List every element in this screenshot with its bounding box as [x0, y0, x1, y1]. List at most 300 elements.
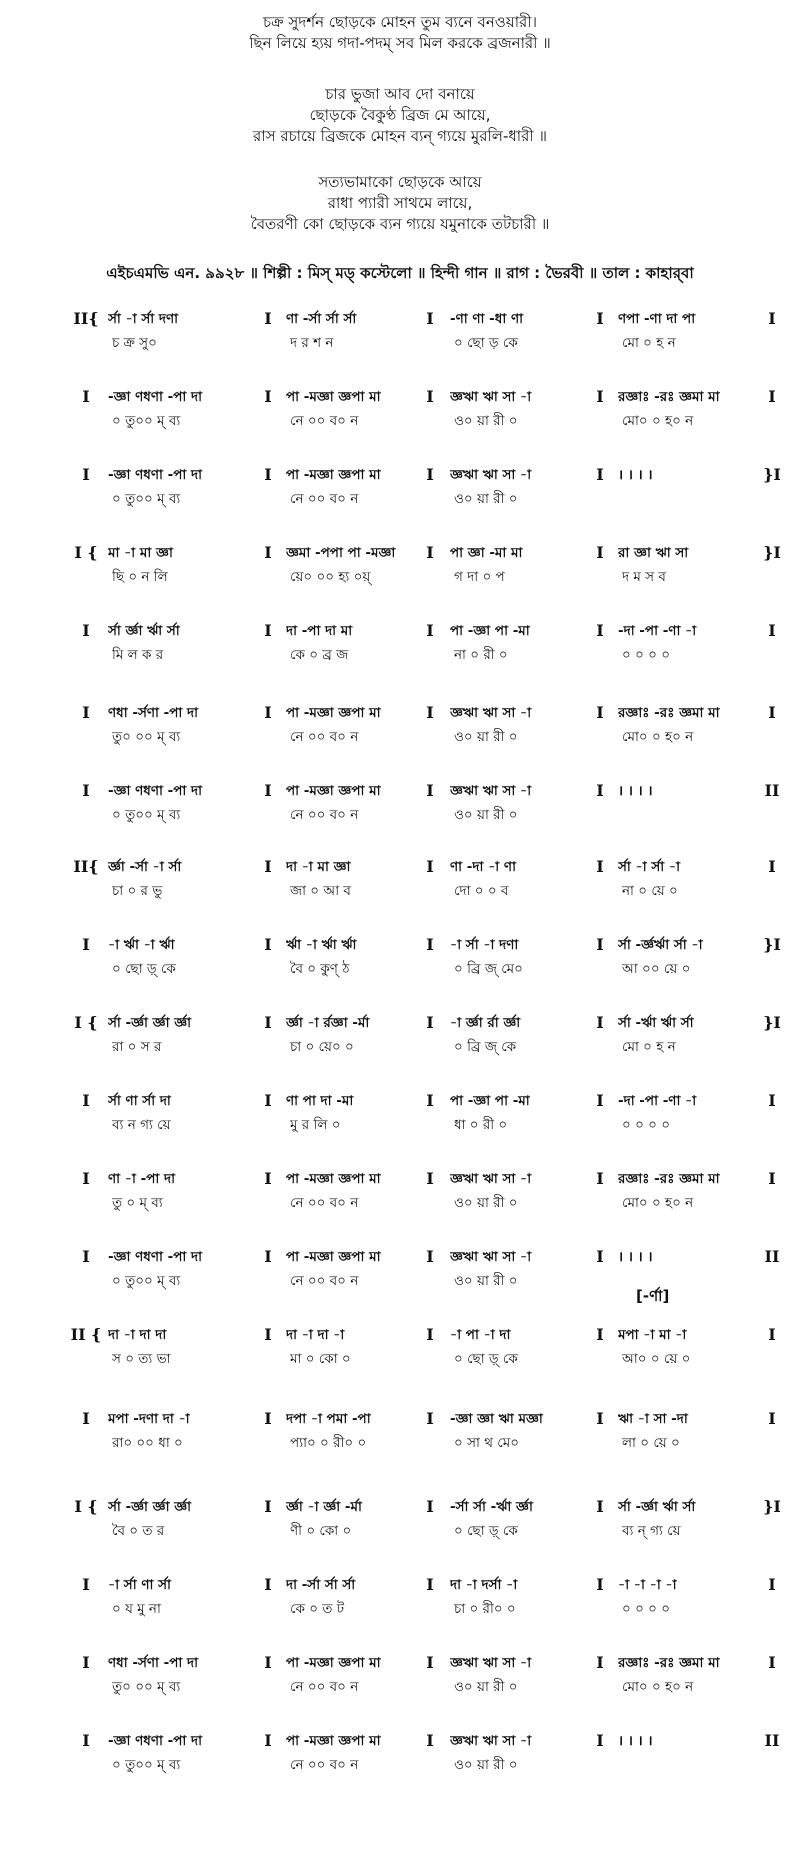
syllable-group: মো ০ হ ন — [622, 335, 676, 351]
bar-line: I — [768, 1575, 776, 1594]
bar-line: I — [426, 1325, 434, 1344]
syllable-group: গ দা ০ প — [454, 569, 505, 585]
syllable-group: দ র শ ন — [290, 335, 334, 351]
syllable-group: নে ০০ ব০ ন — [290, 413, 359, 429]
swar-line — [0, 1574, 800, 1596]
swar-group: জ্ঞঋা ঋা সা -া — [450, 1733, 532, 1749]
bar-line: I — [264, 857, 272, 876]
syllable-group: ০ ০ ০ ০ — [622, 647, 670, 663]
bar-line: I — [264, 465, 272, 484]
bar-line: }I — [763, 543, 781, 562]
notation-row — [0, 1090, 800, 1138]
bar-line: I — [264, 1247, 272, 1266]
bar-line: }I — [763, 465, 781, 484]
notation-row — [0, 308, 800, 356]
syllable-group: নে ০০ ব০ ন — [290, 1273, 359, 1289]
swar-group: -দা -পা -ণা -া — [618, 1093, 697, 1109]
syllable-group: দ ম স ব — [622, 569, 666, 585]
swar-line — [0, 386, 800, 408]
syllable-group: তু০ ০০ ম্‌ ব্য — [112, 1679, 181, 1695]
bar-line: I — [768, 387, 776, 406]
syllable-group: মো ০ হ ন — [622, 1039, 676, 1055]
swar-group: রা জ্ঞা ঋা সা — [618, 545, 689, 561]
swar-group: জ্ঞঋা ঋা সা -া — [450, 1249, 532, 1265]
bar-line: I — [426, 1575, 434, 1594]
lyric-syllable-line — [0, 1036, 800, 1058]
swar-group: পা -জ্ঞা পা -মা — [450, 1093, 530, 1109]
syllable-group: নে ০০ ব০ ন — [290, 807, 359, 823]
notation-row — [0, 1730, 800, 1778]
swar-group: জ্ঞঋা ঋা সা -া — [450, 1171, 532, 1187]
bar-line: I — [596, 935, 604, 954]
syllable-group: ব্য ন গ্য য়ে — [112, 1117, 171, 1133]
swar-group: দপা -া পমা -পা — [286, 1411, 371, 1427]
syllable-group: ও০ য়া রী ০ — [454, 807, 518, 823]
swar-group: । । । । — [618, 783, 653, 799]
bar-line: I — [426, 1091, 434, 1110]
bar-line: I — [426, 1497, 434, 1516]
swar-group: -জ্ঞা ণধণা -পা দা — [108, 467, 203, 483]
syllable-group: ০ ছো ড়্‌ কে — [112, 961, 176, 977]
syllable-group: বৈ ০ কুণ্‌ ঠ — [290, 961, 350, 977]
bar-line: I — [768, 1091, 776, 1110]
syllable-group: ছি ০ ন লি — [112, 569, 168, 585]
bar-line: I — [768, 857, 776, 876]
bar-line: I — [426, 1247, 434, 1266]
bar-line: I — [596, 1409, 604, 1428]
swar-group: -া পা -া দা — [450, 1327, 511, 1343]
syllable-group: মো০ ০ হ০ ন — [622, 1679, 694, 1695]
syllable-group — [622, 804, 764, 826]
syllable-group: ও০ য়া রী ০ — [454, 1679, 518, 1695]
swar-group: -জ্ঞা জ্ঞা ঋা মজ্ঞা — [450, 1411, 543, 1427]
bar-line: I — [264, 387, 272, 406]
swar-group: জ্ঞঋা ঋা সা -া — [450, 1655, 532, 1671]
swar-group: র্সা -া র্সা -া — [618, 859, 680, 875]
bar-line: I — [596, 1731, 604, 1750]
lyric-syllable-line — [0, 1676, 800, 1698]
bar-line: I — [596, 1091, 604, 1110]
syllable-group: ০ তু০০ ম্‌ ব্য — [112, 807, 181, 823]
swar-line — [0, 934, 800, 956]
swar-line — [0, 1496, 800, 1518]
lyric-syllable-line — [0, 1192, 800, 1214]
lyric-line: বৈতরণী কো ছোড়কে ব্যন গ্যয়ে যমুনাকে তটচারী ॥ — [250, 215, 550, 233]
bar-line: II{ — [73, 857, 99, 876]
bar-line: I — [426, 1013, 434, 1032]
syllable-group: ও০ য়া রী ০ — [454, 491, 518, 507]
syllable-group: নে ০০ ব০ ন — [290, 1679, 359, 1695]
swar-line — [0, 1408, 800, 1430]
swar-group: মপা -া মা -া — [618, 1327, 687, 1343]
swar-group: পা -মজ্ঞা জ্ঞপা মা — [286, 1249, 381, 1265]
swar-group: র্সা -র্জ্ঞা র্জ্ঞা র্জ্ঞা — [108, 1499, 192, 1515]
bar-line: I — [264, 1731, 272, 1750]
lyric-line: রাস রচায়ে ব্রিজকে মোহন ব্যন্‌ গ্যয়ে মুরলি-ধারী ॥ — [253, 127, 547, 145]
swar-group: দা -পা দা মা — [286, 623, 353, 639]
swar-line — [0, 702, 800, 724]
syllable-group: ও০ য়া রী ০ — [454, 729, 518, 745]
bar-line: I — [82, 781, 90, 800]
swar-line — [0, 1324, 800, 1346]
bar-line: I — [768, 1409, 776, 1428]
swar-group: ণধা -র্সণা -পা দা — [108, 1655, 199, 1671]
bar-line: }I — [763, 935, 781, 954]
swar-group: দা -া দর্সা -া — [450, 1577, 518, 1593]
bar-line: I — [426, 781, 434, 800]
lyrics-stanza-3 — [0, 172, 800, 235]
syllable-group: ০ সা থ মে০ — [454, 1435, 519, 1451]
bar-line: I — [426, 387, 434, 406]
bar-line: I — [264, 935, 272, 954]
syllable-group: নে ০০ ব০ ন — [290, 491, 359, 507]
bar-line: I — [596, 1169, 604, 1188]
lyric-syllable-line — [0, 726, 800, 748]
lyric-syllable-line — [0, 804, 800, 826]
swar-group: -া র্ঋা -া র্ঋা — [108, 937, 175, 953]
lyric-syllable-line — [0, 332, 800, 354]
syllable-group: জা ০ আ ব — [290, 883, 351, 899]
swar-group: র্ঋা -া র্ঋা র্ঋা — [286, 937, 357, 953]
swar-group: -জ্ঞা ণধণা -পা দা — [108, 783, 203, 799]
swar-group: র্জ্ঞা -র্সা -া র্সা — [108, 859, 182, 875]
swar-group: দা -র্সা র্সা র্সা — [286, 1577, 356, 1593]
swar-group: দা -া দা দা — [108, 1327, 167, 1343]
bar-line: I — [82, 1091, 90, 1110]
bar-line: I — [768, 1325, 776, 1344]
swar-group: র্সা -র্জ্ঞা র্জ্ঞা র্জ্ঞা — [108, 1015, 192, 1031]
syllable-group: ণী ০ কো ০ — [290, 1523, 352, 1539]
bar-line: I — [82, 1409, 90, 1428]
syllable-group: ০ ছো ড় কে — [454, 335, 518, 351]
syllable-group: না ০ রী ০ — [454, 647, 508, 663]
swar-group: -া -া -া -া — [618, 1577, 677, 1593]
swar-group: জ্ঞমা -পপা পা -মজ্ঞা — [286, 545, 396, 561]
bar-line: I — [264, 1013, 272, 1032]
bar-line: I — [426, 1731, 434, 1750]
swar-line — [0, 1012, 800, 1034]
notation-row — [0, 620, 800, 668]
swar-group: মা -া মা জ্ঞা — [108, 545, 173, 561]
syllable-group: ০ তু০০ ম্‌ ব্য — [112, 413, 181, 429]
notation-row — [0, 780, 800, 828]
swar-group: র্সা র্জ্ঞা র্ঋা র্সা — [108, 623, 180, 639]
syllable-group: য়ে০ ০০ হ্য ০য়্‌ — [290, 569, 371, 585]
lyric-line: ছোড়কে বৈকুণ্ঠ ব্রিজ মে আয়ে, — [309, 106, 491, 124]
bar-line: I — [264, 1653, 272, 1672]
syllable-group: ০ তু০০ ম্‌ ব্য — [112, 491, 181, 507]
notation-row — [0, 934, 800, 982]
notation-row — [0, 464, 800, 512]
notation-row — [0, 1168, 800, 1216]
swar-group: পা -মজ্ঞা জ্ঞপা মা — [286, 389, 381, 405]
bar-line: I — [596, 309, 604, 328]
lyric-line: ছিন লিয়ে হ্যয় গদা-পদম্‌ সব মিল করকে ব্রজনারী ॥ — [249, 34, 551, 52]
syllable-group: ০ তু০০ ম্‌ ব্য — [112, 1757, 181, 1773]
bar-line: I — [768, 1169, 776, 1188]
bar-line: II { — [70, 1325, 102, 1344]
syllable-group: ও০ য়া রী ০ — [454, 413, 518, 429]
swar-line — [0, 1168, 800, 1190]
bar-line: II — [764, 1731, 780, 1750]
lyric-syllable-line — [0, 1114, 800, 1136]
bar-line: II — [764, 781, 780, 800]
bar-line: I — [596, 543, 604, 562]
syllable-group: ব্য ন্‌ গ্য য়ে — [622, 1523, 681, 1539]
bar-line: I — [426, 1653, 434, 1672]
syllable-group: ০ য মু না — [112, 1601, 161, 1617]
notation-row — [0, 386, 800, 434]
swar-group: র্সা -র্জ্ঞা র্ঋা র্সা — [618, 1499, 696, 1515]
syllable-group: আ০ ০ য়ে ০ — [622, 1351, 691, 1367]
lyric-syllable-line — [0, 488, 800, 510]
swar-group: র্জ্ঞা -া র্জ্ঞা -র্মা — [286, 1499, 362, 1515]
bar-line: I — [264, 1091, 272, 1110]
notation-row — [0, 1574, 800, 1622]
syllable-group: না ০ য়ে ০ — [622, 883, 678, 899]
bar-line: I — [264, 781, 272, 800]
syllable-group: তু ০ ম্‌ ব্য — [112, 1195, 163, 1211]
swar-group: জ্ঞঋা ঋা সা -া — [450, 705, 532, 721]
notation-row — [0, 1496, 800, 1544]
bar-line: I — [264, 1575, 272, 1594]
syllable-group: ধা ০ রী ০ — [454, 1117, 508, 1133]
bar-line: I — [264, 1169, 272, 1188]
swar-group: -র্সা র্সা -র্ঋা র্জ্ঞা — [450, 1499, 533, 1515]
syllable-group: চা ০ র ভু — [112, 883, 163, 899]
bar-line: I — [596, 703, 604, 722]
syllable-group: মো০ ০ হ০ ন — [622, 413, 694, 429]
bar-line: I — [596, 781, 604, 800]
bar-line: I — [264, 1325, 272, 1344]
lyric-line: সত্যভামাকো ছোড়কে আয়ে — [318, 173, 482, 191]
syllable-group: মু র লি ০ — [290, 1117, 341, 1133]
swar-group: -দা -পা -ণা -া — [618, 623, 697, 639]
bar-line: I — [426, 309, 434, 328]
swar-group: । । । । — [618, 1249, 653, 1265]
bar-line: }I — [763, 1013, 781, 1032]
swar-group: -ণা ণা -ধা ণা — [450, 311, 524, 327]
swar-group: জ্ঞঋা ঋা সা -া — [450, 783, 532, 799]
bar-line: I — [264, 309, 272, 328]
record-info-header: এইচএমভি এন. ৯৯২৮ ॥ শিল্পী : মিস্‌ মড্‌ কস্টেলো ॥ হিন্দী গান ॥ রাগ : ভৈরবী ॥ তাল : কাহার্‌বা — [106, 264, 694, 282]
bar-line: I { — [74, 1013, 98, 1032]
syllable-group: মি ল ক র — [112, 647, 164, 663]
swar-group: রজ্ঞাঃ -রঃ জ্ঞমা মা — [618, 705, 720, 721]
swar-group: মপা -দণা দা -া — [108, 1411, 190, 1427]
lyric-syllable-line — [0, 1432, 800, 1454]
syllable-group: ০ ছো ড়্‌ কে — [454, 1523, 518, 1539]
syllable-group: বৈ ০ ত র — [112, 1523, 165, 1539]
notation-row — [0, 1652, 800, 1700]
swar-group: র্সা ণা র্সা দা — [108, 1093, 171, 1109]
syllable-group: ০ ছো ড়্‌ কে — [454, 1351, 518, 1367]
notation-row — [0, 1012, 800, 1060]
swar-group: ণা -র্সা র্সা র্সা — [286, 311, 357, 327]
syllable-group: কে ০ ব্র জ — [290, 647, 349, 663]
syllable-group: কে ০ ত ট — [290, 1601, 345, 1617]
swar-group: -া র্জ্ঞা র্রা র্জ্ঞা — [450, 1015, 521, 1031]
swar-line — [0, 1730, 800, 1752]
swar-group: -জ্ঞা ণধণা -পা দা — [108, 1249, 203, 1265]
swar-line — [0, 308, 800, 330]
lyric-syllable-line — [0, 410, 800, 432]
swar-group: ণা -া -পা দা — [108, 1171, 175, 1187]
syllable-group: আ ০০ য়ে ০ — [622, 961, 691, 977]
swar-group: র্জ্ঞা -া র্রজ্ঞা -র্মা — [286, 1015, 370, 1031]
bar-line: I — [426, 621, 434, 640]
syllable-group — [622, 488, 764, 510]
notation-row — [0, 1246, 800, 1294]
swar-group: ণা -দা -া ণা — [450, 859, 516, 875]
syllable-group: স ০ ত্য ভা — [112, 1351, 171, 1367]
swar-group: -জ্ঞা ণধণা -পা দা — [108, 1733, 203, 1749]
swar-line — [0, 620, 800, 642]
swar-line — [0, 780, 800, 802]
lyric-syllable-line — [0, 1520, 800, 1542]
bar-line: I — [596, 1247, 604, 1266]
swar-line — [0, 464, 800, 486]
swar-group: র্সা -া র্সা দণা — [108, 311, 179, 327]
lyric-line: রাধা প্যারী সাথমে লায়ে, — [327, 194, 473, 212]
bar-line: I — [426, 935, 434, 954]
syllable-group: ও০ য়া রী ০ — [454, 1273, 518, 1289]
swar-group: ঋা -া সা -দা — [618, 1411, 688, 1427]
swar-group: র্সা -র্জ্ঞর্ঋা র্সা -া — [618, 937, 703, 953]
swar-group: পা -মজ্ঞা জ্ঞপা মা — [286, 1733, 381, 1749]
notation-row — [0, 1408, 800, 1456]
bar-line: }I — [763, 1497, 781, 1516]
bar-line: I — [82, 465, 90, 484]
bar-line: I — [82, 1653, 90, 1672]
syllable-group: নে ০০ ব০ ন — [290, 1757, 359, 1773]
bar-line: II — [764, 1247, 780, 1266]
syllable-group: প্যা০ ০ রী০ ০ — [290, 1435, 367, 1451]
syllable-group: ০ ব্রি জ্‌ কে — [454, 1039, 517, 1055]
lyric-syllable-line — [0, 1598, 800, 1620]
swar-group: পা -মজ্ঞা জ্ঞপা মা — [286, 1171, 381, 1187]
bar-line: I — [596, 1325, 604, 1344]
syllable-group: লা ০ য়ে ০ — [622, 1435, 680, 1451]
swar-group: ণা পা দা -মা — [286, 1093, 354, 1109]
bar-line: I — [596, 1013, 604, 1032]
lyric-syllable-line — [0, 566, 800, 588]
bar-line: I — [82, 1731, 90, 1750]
notation-row — [0, 856, 800, 904]
lyric-syllable-line — [0, 958, 800, 980]
swar-line — [0, 1652, 800, 1674]
syllable-group: ০ ০ ০ ০ — [622, 1117, 670, 1133]
swar-group: পা -মজ্ঞা জ্ঞপা মা — [286, 1655, 381, 1671]
bar-line: I { — [74, 543, 98, 562]
bar-line: I — [82, 1575, 90, 1594]
lyric-syllable-line — [0, 644, 800, 666]
bar-line: I — [596, 621, 604, 640]
notation-row — [0, 1324, 800, 1372]
bar-line: I { — [74, 1497, 98, 1516]
syllable-group: রা ০ স র — [112, 1039, 162, 1055]
syllable-group: ও০ য়া রী ০ — [454, 1757, 518, 1773]
bar-line: I — [596, 1575, 604, 1594]
bar-line: I — [264, 1497, 272, 1516]
notation-row — [0, 542, 800, 590]
swar-line — [0, 856, 800, 878]
syllable-group: চ ক্র সু০ — [112, 335, 157, 351]
swar-group: । । । । — [618, 467, 653, 483]
syllable-group: ০ ব্রি জ্‌ মে০ — [454, 961, 523, 977]
swar-group: র্সা -র্ঋা র্ঋা র্সা — [618, 1015, 694, 1031]
lyric-syllable-line — [0, 1348, 800, 1370]
swar-line — [0, 542, 800, 564]
swar-group: দা -া মা জ্ঞা — [286, 859, 351, 875]
bar-line: I — [768, 1653, 776, 1672]
syllable-group — [622, 1754, 764, 1776]
swar-group: পা -মজ্ঞা জ্ঞপা মা — [286, 783, 381, 799]
swar-group: রজ্ঞাঃ -রঃ জ্ঞমা মা — [618, 389, 720, 405]
swar-group: পা -মজ্ঞা জ্ঞপা মা — [286, 467, 381, 483]
swar-group: -া র্সা -া দণা — [450, 937, 519, 953]
syllable-group: দো ০ ০ ব — [454, 883, 509, 899]
bar-line: I — [82, 387, 90, 406]
lyric-syllable-line — [0, 880, 800, 902]
bar-line: I — [596, 1653, 604, 1672]
swar-group: ণপা -ণা দা পা — [618, 311, 696, 327]
swar-group: ণধা -র্সণা -পা দা — [108, 705, 199, 721]
lyric-line: চার ভুজা আব দো বনায়ে — [325, 85, 475, 103]
swar-line — [0, 1246, 800, 1268]
bar-line: I — [82, 1247, 90, 1266]
swar-group: পা -মজ্ঞা জ্ঞপা মা — [286, 705, 381, 721]
lyric-syllable-line — [0, 1754, 800, 1776]
syllable-group: নে ০০ ব০ ন — [290, 729, 359, 745]
bar-line: I — [426, 543, 434, 562]
swar-group: পা জ্ঞা -মা মা — [450, 545, 523, 561]
bar-line: I — [264, 703, 272, 722]
syllable-group: নে ০০ ব০ ন — [290, 1195, 359, 1211]
bar-line: I — [426, 465, 434, 484]
swar-group: রজ্ঞাঃ -রঃ জ্ঞমা মা — [618, 1655, 720, 1671]
bar-line: I — [596, 1497, 604, 1516]
bar-line: II{ — [73, 309, 99, 328]
bar-line: I — [768, 621, 776, 640]
bar-line: I — [768, 309, 776, 328]
lyrics-stanza-2 — [0, 84, 800, 147]
syllable-group: তু০ ০০ ম্‌ ব্য — [112, 729, 181, 745]
bar-line: I — [82, 1169, 90, 1188]
lyric-syllable-line — [0, 1270, 800, 1292]
swar-group: পা -জ্ঞা পা -মা — [450, 623, 530, 639]
syllable-group: ও০ য়া রী ০ — [454, 1195, 518, 1211]
bar-line: I — [426, 857, 434, 876]
swar-line — [0, 1090, 800, 1112]
bar-line: I — [596, 387, 604, 406]
bar-line: I — [426, 1409, 434, 1428]
bar-line: I — [426, 1169, 434, 1188]
syllable-group: চা ০ রী০ ০ — [454, 1601, 516, 1617]
lyrics-stanza-1 — [0, 12, 800, 54]
bar-line: I — [596, 465, 604, 484]
syllable-group: মা ০ কো ০ — [290, 1351, 351, 1367]
syllable-group: ০ তু০০ ম্‌ ব্য — [112, 1273, 181, 1289]
swar-group: দা -া দা -া — [286, 1327, 345, 1343]
bar-line: I — [426, 703, 434, 722]
syllable-group: মো০ ০ হ০ ন — [622, 1195, 694, 1211]
variant-note: [-র্ণা] — [636, 1287, 670, 1305]
syllable-group: চা ০ য়ে০ ০ — [290, 1039, 354, 1055]
swar-group: -া র্সা ণা র্সা — [108, 1577, 171, 1593]
syllable-group: মো০ ০ হ০ ন — [622, 729, 694, 745]
bar-line: I — [82, 935, 90, 954]
